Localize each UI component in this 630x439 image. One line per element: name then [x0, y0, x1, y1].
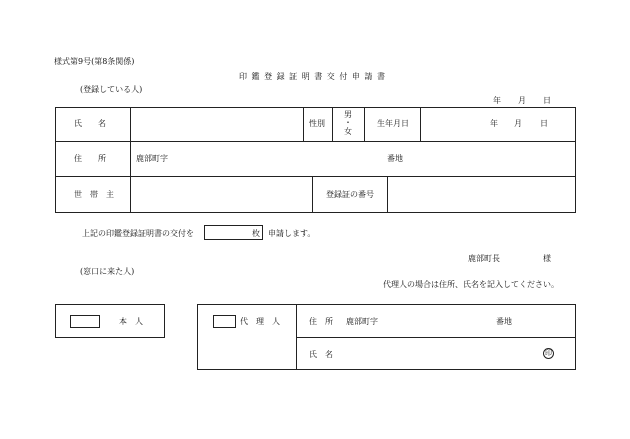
- birthdate-value-divider: [420, 107, 421, 141]
- gender-label-divider: [303, 107, 304, 141]
- birthdate-label-divider: [364, 107, 365, 141]
- birthdate-label: 生年月日: [377, 119, 409, 128]
- date-day-label: 日: [543, 96, 551, 105]
- proxy-address-prefix: 鹿部町字: [346, 317, 378, 326]
- honorific: 様: [543, 254, 551, 263]
- gender-separator: ・: [344, 118, 352, 127]
- birth-month-label: 月: [514, 119, 522, 128]
- address-suffix: 番地: [387, 154, 403, 163]
- proxy-name-label: 氏 名: [309, 350, 333, 359]
- address-prefix: 鹿部町字: [136, 154, 168, 163]
- date-month-label: 月: [518, 96, 526, 105]
- proxy-row-divider: [296, 337, 576, 338]
- registration-number-divider: [387, 176, 388, 213]
- form-number: 様式第9号(第8条関係): [54, 57, 135, 66]
- copies-unit: 枚: [252, 229, 260, 238]
- householder-divider: [312, 176, 313, 213]
- proxy-note: 代理人の場合は住所、氏名を記入してください。: [383, 280, 559, 289]
- self-checkbox[interactable]: [70, 315, 100, 328]
- birth-year-label: 年: [490, 119, 498, 128]
- table-row-divider-1: [55, 141, 576, 142]
- gender-value-divider: [332, 107, 333, 141]
- mayor-label: 鹿部町長: [468, 254, 500, 263]
- self-label: 本 人: [119, 317, 143, 326]
- request-text-before: 上記の印鑑登録証明書の交付を: [82, 229, 194, 238]
- proxy-address-label: 住 所: [309, 317, 333, 326]
- proxy-checkbox[interactable]: [213, 315, 236, 328]
- gender-female-option[interactable]: 女: [344, 127, 352, 136]
- proxy-label: 代 理 人: [240, 317, 280, 326]
- gender-male-option[interactable]: 男: [344, 110, 352, 119]
- date-year-label: 年: [493, 96, 501, 105]
- registration-number-label: 登録証の番号: [326, 190, 374, 199]
- label-column-divider: [130, 107, 131, 213]
- birth-day-label: 日: [540, 119, 548, 128]
- registered-person-note: (登録している人): [80, 85, 143, 94]
- proxy-address-suffix: 番地: [496, 317, 512, 326]
- counter-section-heading: (窓口に来た人): [80, 267, 135, 276]
- form-title: 印 鑑 登 録 証 明 書 交 付 申 請 書: [239, 72, 386, 81]
- request-text-after: 申請します。: [268, 229, 316, 238]
- gender-label: 性別: [309, 119, 325, 128]
- seal-mark: 印: [545, 349, 552, 357]
- copies-input[interactable]: [204, 225, 263, 240]
- householder-label: 世 帯 主: [74, 190, 114, 199]
- address-label: 住 所: [74, 154, 106, 163]
- table-row-divider-2: [55, 176, 576, 177]
- name-label: 氏 名: [74, 119, 106, 128]
